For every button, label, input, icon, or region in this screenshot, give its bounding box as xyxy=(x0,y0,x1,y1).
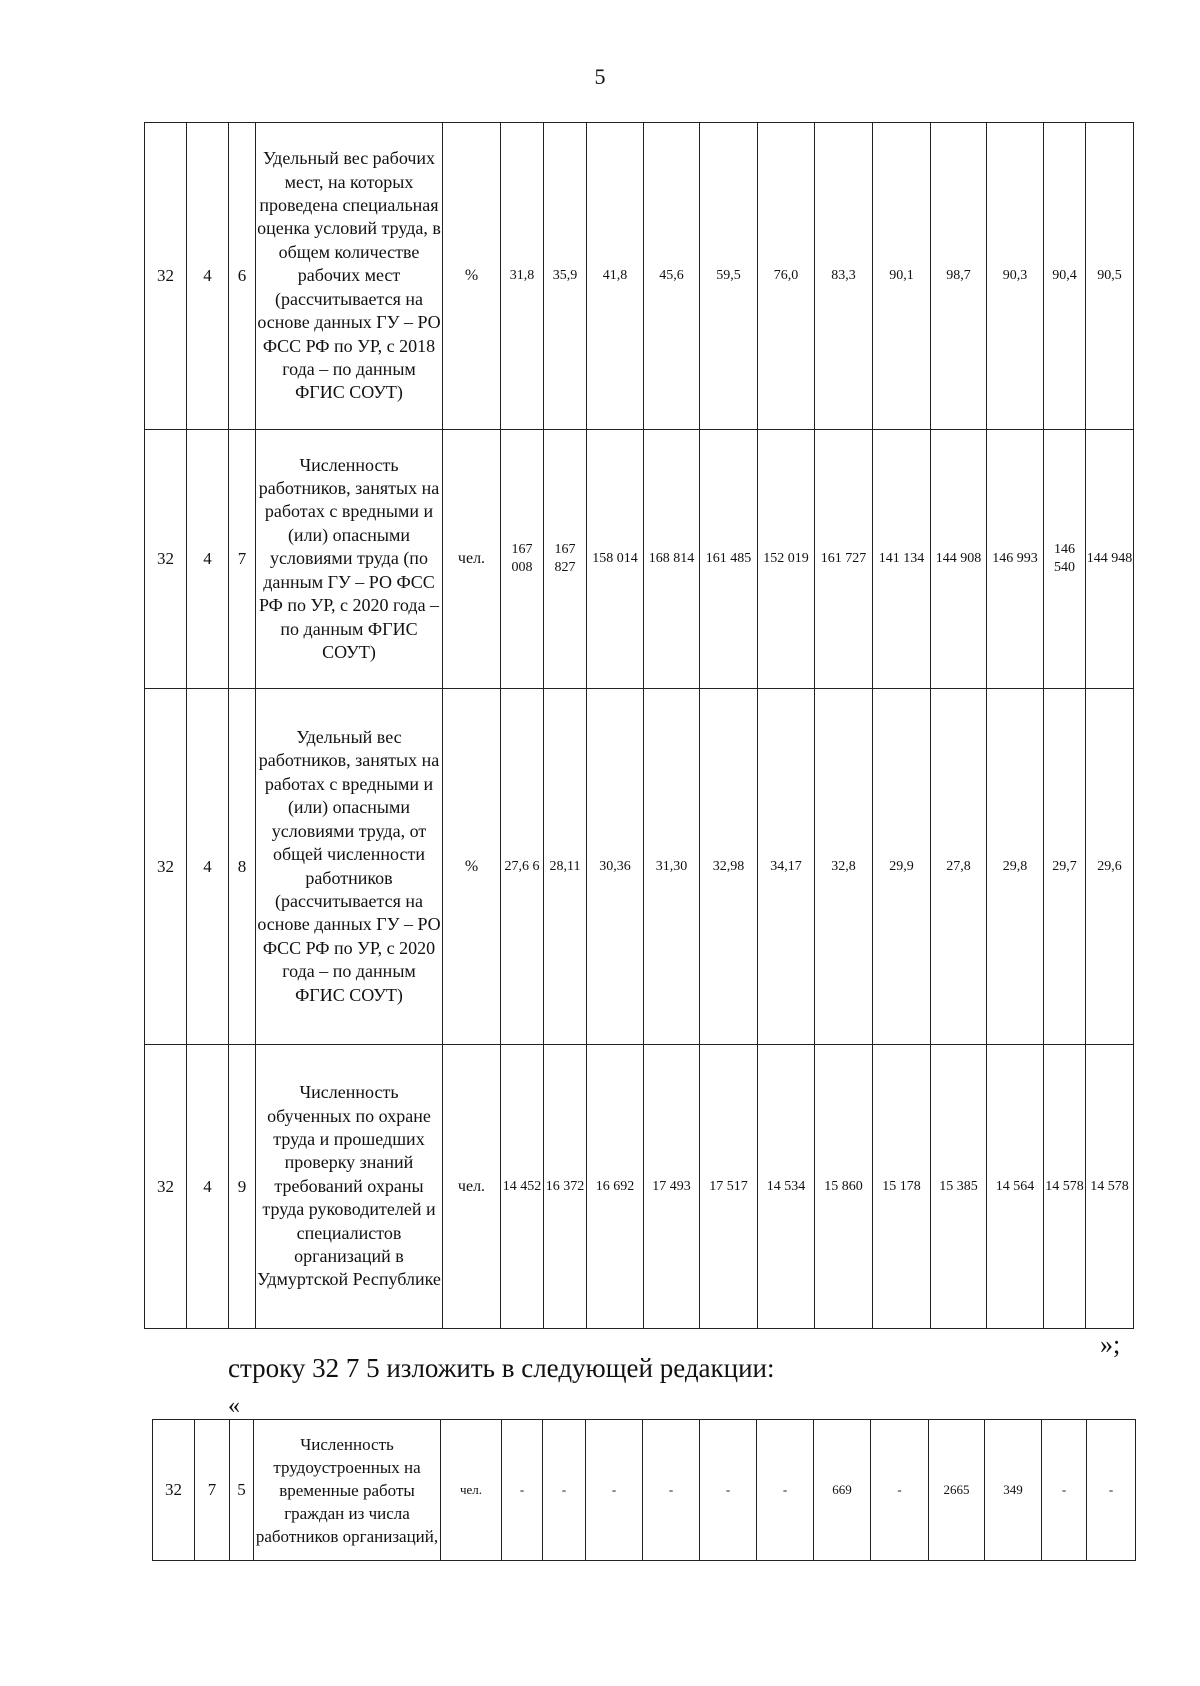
value-cell: 41,8 xyxy=(587,123,644,430)
value-cell: - xyxy=(871,1420,929,1561)
value-cell: - xyxy=(543,1420,586,1561)
value-cell: 34,17 xyxy=(758,689,815,1045)
value-cell: - xyxy=(1087,1420,1136,1561)
value-cell: - xyxy=(700,1420,757,1561)
table-row xyxy=(145,689,1134,1045)
indicators-table xyxy=(144,122,1134,1329)
value-cell: - xyxy=(643,1420,700,1561)
value-cell: 15 178 xyxy=(873,1045,931,1329)
code-cell: 32 xyxy=(145,123,187,430)
unit-cell: чел. xyxy=(441,1420,502,1561)
value-cell: - xyxy=(586,1420,643,1561)
value-cell: 14 578 xyxy=(1044,1045,1086,1329)
opening-quote: « xyxy=(228,1393,240,1419)
value-cell: 29,7 xyxy=(1044,689,1086,1045)
code-cell: 4 xyxy=(187,689,229,1045)
value-cell: 90,1 xyxy=(873,123,931,430)
value-cell: 669 xyxy=(814,1420,871,1561)
value-cell: - xyxy=(502,1420,543,1561)
value-cell: 14 452 xyxy=(501,1045,544,1329)
value-cell: 31,30 xyxy=(644,689,700,1045)
value-cell: 167 827 xyxy=(544,430,587,689)
value-cell: 161 727 xyxy=(815,430,873,689)
value-cell: 90,5 xyxy=(1086,123,1134,430)
value-cell: 16 372 xyxy=(544,1045,587,1329)
value-cell: 15 860 xyxy=(815,1045,873,1329)
table-row xyxy=(145,430,1134,689)
value-cell: 16 692 xyxy=(587,1045,644,1329)
value-cell: 17 493 xyxy=(644,1045,700,1329)
value-cell: 31,8 xyxy=(501,123,544,430)
table-row xyxy=(153,1420,1136,1561)
amended-row-table xyxy=(152,1419,1136,1561)
value-cell: 161 485 xyxy=(700,430,758,689)
description-cell: Удельный вес рабочих мест, на которых проведена специальная оценка условий труда, в общем количестве рабочих мест (рассчитывается на основе данных ГУ – РО ФСС РФ по УР, с 2018 года – по данным ФГИС СОУТ) xyxy=(256,123,443,430)
value-cell: 14 578 xyxy=(1086,1045,1134,1329)
code-cell: 9 xyxy=(229,1045,256,1329)
code-cell: 4 xyxy=(187,430,229,689)
code-cell: 32 xyxy=(145,430,187,689)
value-cell: - xyxy=(1042,1420,1087,1561)
code-cell: 4 xyxy=(187,123,229,430)
code-cell: 5 xyxy=(230,1420,254,1561)
code-cell: 7 xyxy=(229,430,256,689)
value-cell: 27,6 6 xyxy=(501,689,544,1045)
amendment-instruction: строку 32 7 5 изложить в следующей редакции: xyxy=(228,1353,775,1383)
value-cell: 14 534 xyxy=(758,1045,815,1329)
code-cell: 7 xyxy=(195,1420,230,1561)
value-cell: 141 134 xyxy=(873,430,931,689)
description-cell: Удельный вес работников, занятых на работах с вредными и (или) опасными условиями труда, от общей численности работников (рассчитывается на основе данных ГУ – РО ФСС РФ по УР, с 2020 года – по данным ФГИС СОУТ) xyxy=(256,689,443,1045)
value-cell: 28,11 xyxy=(544,689,587,1045)
value-cell: 152 019 xyxy=(758,430,815,689)
value-cell: 90,4 xyxy=(1044,123,1086,430)
value-cell: 27,8 xyxy=(931,689,987,1045)
value-cell: 29,6 xyxy=(1086,689,1134,1045)
unit-cell: % xyxy=(443,689,501,1045)
value-cell: 98,7 xyxy=(931,123,987,430)
value-cell: 158 014 xyxy=(587,430,644,689)
code-cell: 6 xyxy=(229,123,256,430)
value-cell: 32,98 xyxy=(700,689,758,1045)
description-cell: Численность трудоустроенных на временные работы граждан из числа работников организаций, xyxy=(254,1420,441,1561)
value-cell: 45,6 xyxy=(644,123,700,430)
value-cell: 167 008 xyxy=(501,430,544,689)
value-cell: 14 564 xyxy=(987,1045,1044,1329)
code-cell: 32 xyxy=(145,1045,187,1329)
unit-cell: чел. xyxy=(443,430,501,689)
table-row xyxy=(145,1045,1134,1329)
value-cell: 17 517 xyxy=(700,1045,758,1329)
value-cell: 144 908 xyxy=(931,430,987,689)
closing-quote: »; xyxy=(1100,1330,1121,1359)
code-cell: 4 xyxy=(187,1045,229,1329)
code-cell: 32 xyxy=(153,1420,195,1561)
value-cell: 76,0 xyxy=(758,123,815,430)
code-cell: 32 xyxy=(145,689,187,1045)
value-cell: 29,8 xyxy=(987,689,1044,1045)
page-number: 5 xyxy=(594,64,606,89)
value-cell: 168 814 xyxy=(644,430,700,689)
value-cell: 59,5 xyxy=(700,123,758,430)
value-cell: 15 385 xyxy=(931,1045,987,1329)
value-cell: 144 948 xyxy=(1086,430,1134,689)
table-row xyxy=(145,123,1134,430)
code-cell: 8 xyxy=(229,689,256,1045)
value-cell: 2665 xyxy=(929,1420,985,1561)
value-cell: 30,36 xyxy=(587,689,644,1045)
description-cell: Численность обученных по охране труда и прошедших проверку знаний требований охраны труда руководителей и специалистов организаций в Удмуртской Республике xyxy=(256,1045,443,1329)
value-cell: 146 993 xyxy=(987,430,1044,689)
unit-cell: чел. xyxy=(443,1045,501,1329)
value-cell: - xyxy=(757,1420,814,1561)
value-cell: 83,3 xyxy=(815,123,873,430)
value-cell: 90,3 xyxy=(987,123,1044,430)
value-cell: 29,9 xyxy=(873,689,931,1045)
value-cell: 146 540 xyxy=(1044,430,1086,689)
value-cell: 35,9 xyxy=(544,123,587,430)
value-cell: 32,8 xyxy=(815,689,873,1045)
unit-cell: % xyxy=(443,123,501,430)
value-cell: 349 xyxy=(985,1420,1042,1561)
description-cell: Численность работников, занятых на работах с вредными и (или) опасными условиями труда (по данным ГУ – РО ФСС РФ по УР, с 2020 года – по данным ФГИС СОУТ) xyxy=(256,430,443,689)
